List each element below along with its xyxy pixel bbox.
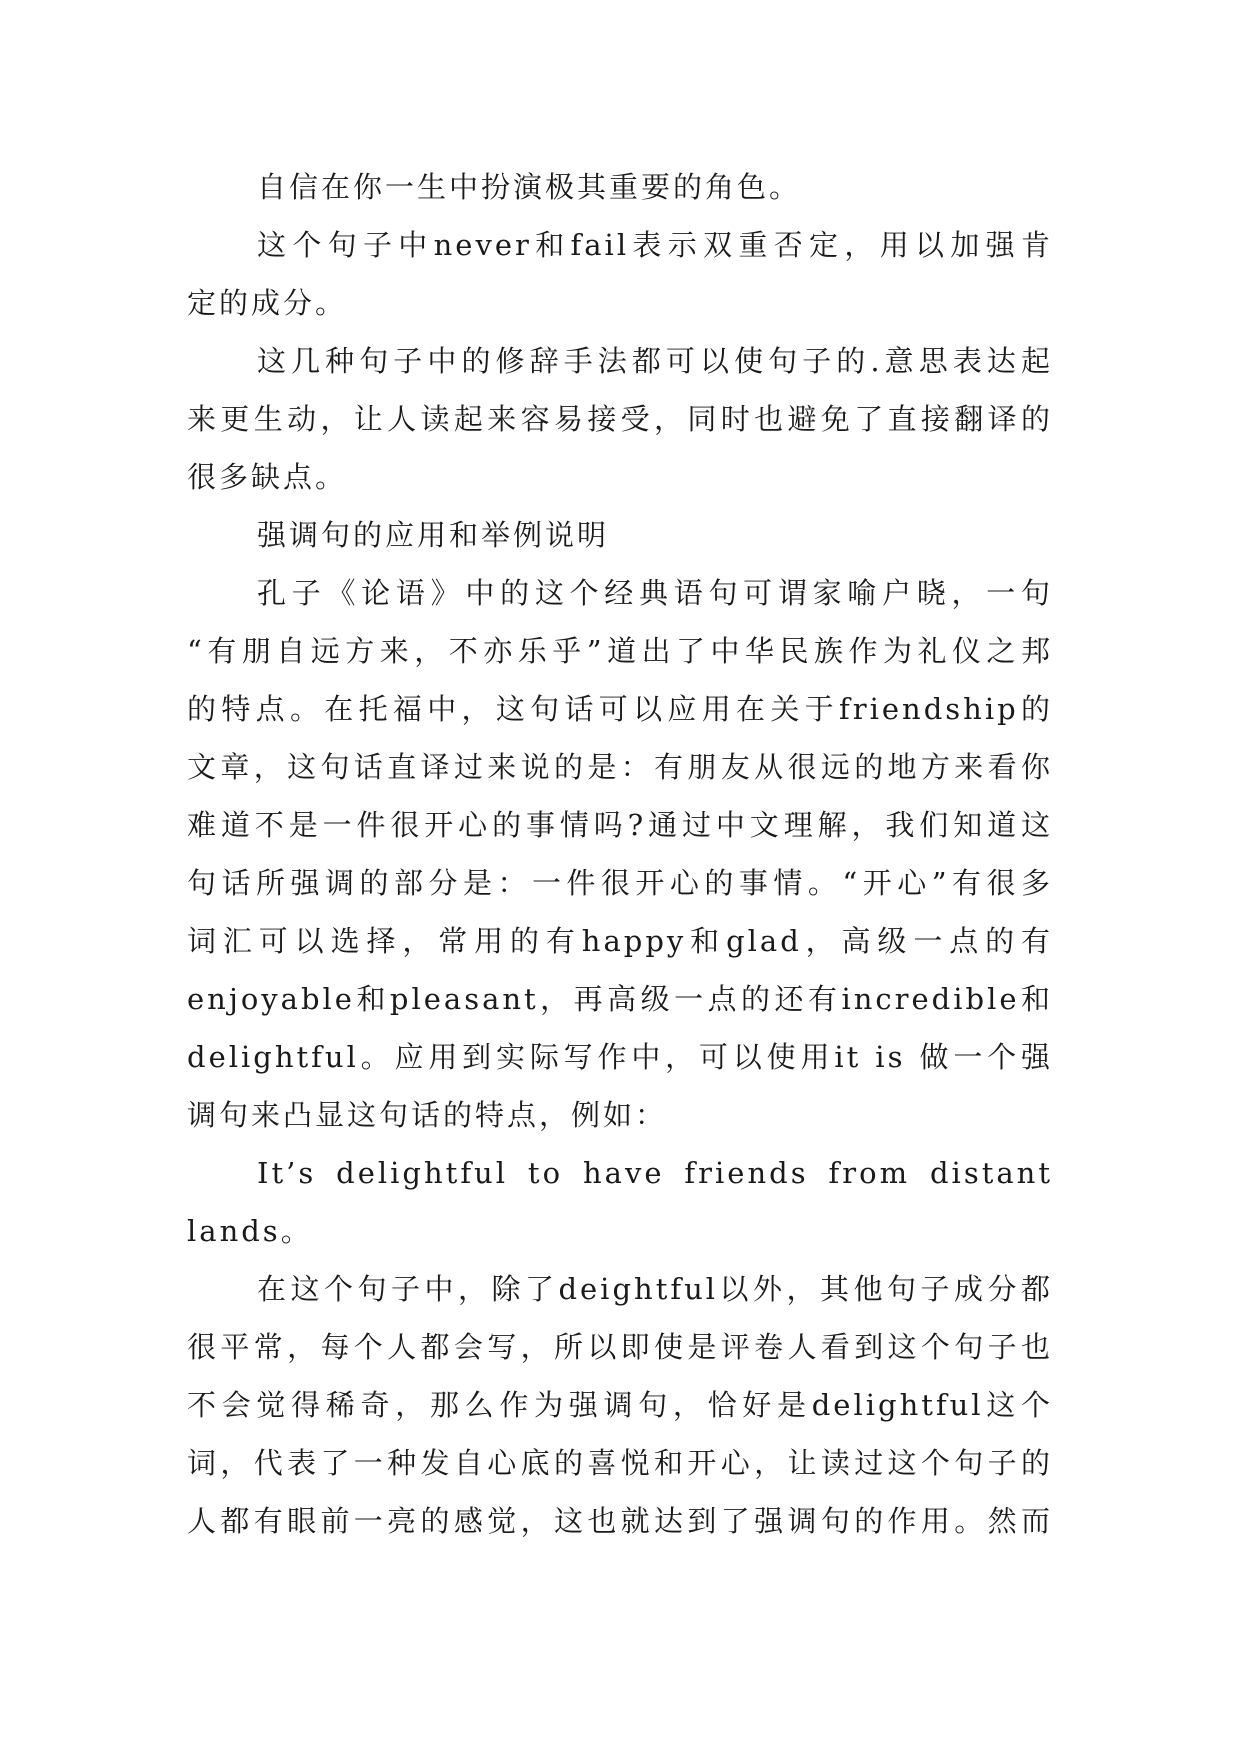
text-line: 孔子《论语》中的这个经典语句可谓家喻户晓，一句 bbox=[257, 576, 1053, 610]
text-line: 很平常，每个人都会写，所以即使是评卷人看到这个句子也 bbox=[187, 1330, 1053, 1364]
text-line: 来更生动，让人读起来容易接受，同时也避免了直接翻译的 bbox=[187, 402, 1053, 436]
text-line: It’s delightful to have friends from distant bbox=[257, 1156, 1053, 1190]
text-line: 在这个句子中，除了deightful以外，其他句子成分都 bbox=[257, 1272, 1053, 1306]
body-text bbox=[187, 158, 1053, 1550]
text-line: enjoyable和pleasant，再高级一点的还有incredible和 bbox=[187, 982, 1053, 1016]
text-line: 人都有眼前一亮的感觉，这也就达到了强调句的作用。然而 bbox=[187, 1504, 1053, 1538]
text-line: 句话所强调的部分是：一件很开心的事情。“开心”有很多 bbox=[187, 866, 1053, 900]
text-line: 不会觉得稀奇，那么作为强调句，恰好是delightful这个 bbox=[187, 1388, 1053, 1422]
text-line: 这个句子中never和fail表示双重否定，用以加强肯 bbox=[257, 228, 1053, 262]
text-line: 自信在你一生中扮演极其重要的角色。 bbox=[257, 170, 802, 204]
text-line: 文章，这句话直译过来说的是：有朋友从很远的地方来看你 bbox=[187, 750, 1053, 784]
text-line: 难道不是一件很开心的事情吗?通过中文理解，我们知道这 bbox=[187, 808, 1053, 842]
text-line: 强调句的应用和举例说明 bbox=[257, 518, 610, 552]
text-line: 定的成分。 bbox=[187, 286, 348, 320]
text-line: “有朋自远方来，不亦乐乎”道出了中华民族作为礼仪之邦 bbox=[187, 634, 1053, 668]
text-line: 的特点。在托福中，这句话可以应用在关于friendship的 bbox=[187, 692, 1053, 726]
text-line: 词汇可以选择，常用的有happy和glad，高级一点的有 bbox=[187, 924, 1053, 958]
text-line: delightful。应用到实际写作中，可以使用it is 做一个强 bbox=[187, 1040, 1053, 1074]
text-line: 很多缺点。 bbox=[187, 460, 348, 494]
text-line: 词，代表了一种发自心底的喜悦和开心，让读过这个句子的 bbox=[187, 1446, 1053, 1480]
text-line: 这几种句子中的修辞手法都可以使句子的.意思表达起 bbox=[257, 344, 1053, 378]
text-line: 调句来凸显这句话的特点，例如： bbox=[187, 1098, 668, 1132]
text-line: lands。 bbox=[187, 1214, 313, 1248]
